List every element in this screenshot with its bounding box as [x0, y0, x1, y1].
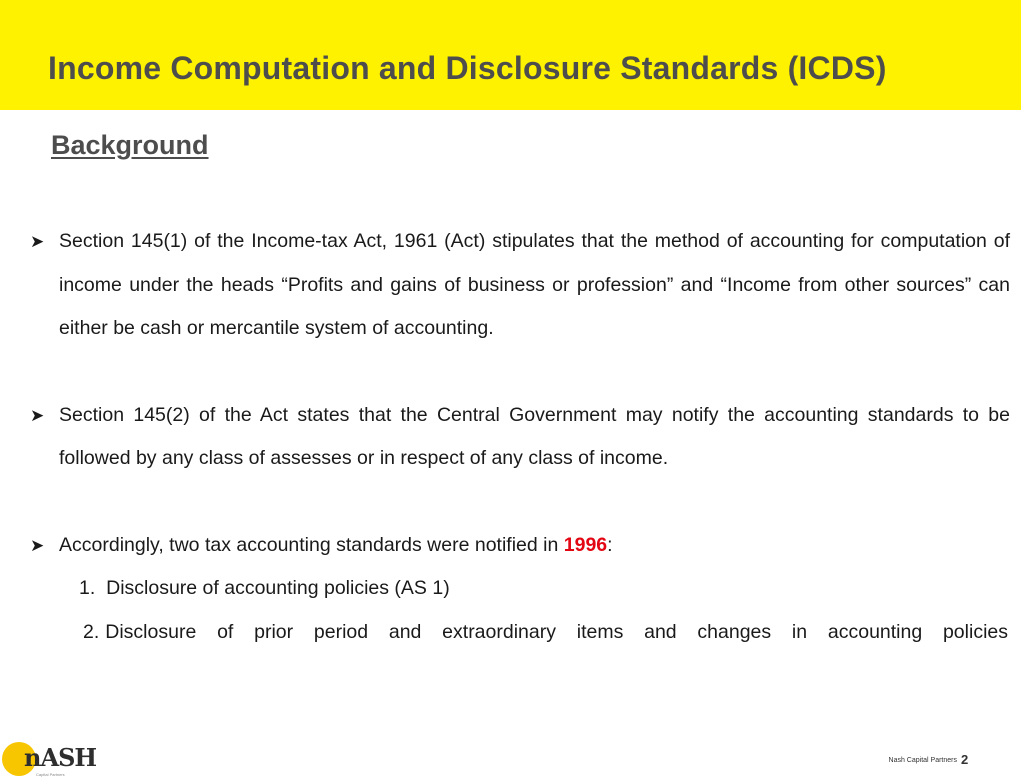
bullet-text-before: Accordingly, two tax accounting standards were notified in [59, 533, 564, 556]
standard-item [30, 567, 1010, 611]
standard-item [30, 611, 1008, 655]
arrow-bullet-icon: ➤ [30, 405, 45, 425]
bullet-text-after: : [607, 533, 613, 556]
year-highlight: 1996 [563, 533, 608, 556]
section-heading: Background [51, 130, 209, 160]
bullet-text: Section 145(1) of the Income-tax Act, 1961 (Act) stipulates that the method of accounting for computation of income under the heads “Profits and gains of business or profession” and “Income from other sources” can either be cash or mercantile system of accounting. [59, 230, 1010, 339]
bullet-item [30, 394, 1010, 481]
logo-wordmark: nASH [24, 743, 97, 772]
standard-text: Disclosure of prior period and extraordinary items and changes in accounting policies [105, 620, 1008, 643]
bullet-text [59, 524, 1010, 568]
slide-content [30, 220, 1010, 654]
slide-title: Income Computation and Disclosure Standards (ICDS) [48, 50, 887, 86]
standard-number: 1. [79, 577, 96, 599]
nash-logo [2, 742, 97, 780]
standard-text: Disclosure of accounting policies (AS 1) [106, 577, 450, 599]
logo-tagline: Capital Partners [36, 772, 65, 777]
standard-number: 2. [83, 620, 100, 643]
bullet-item [30, 220, 1010, 351]
bullet-item [30, 524, 1010, 568]
arrow-bullet-icon: ➤ [30, 535, 45, 555]
bullet-text: Section 145(2) of the Act states that the Central Government may notify the accounting standards to be followed by any class of assesses or in respect of any class of income. [59, 403, 1010, 469]
page-number: 2 [961, 752, 969, 767]
footer-company: Nash Capital Partners [888, 757, 957, 764]
arrow-bullet-icon: ➤ [30, 232, 45, 251]
